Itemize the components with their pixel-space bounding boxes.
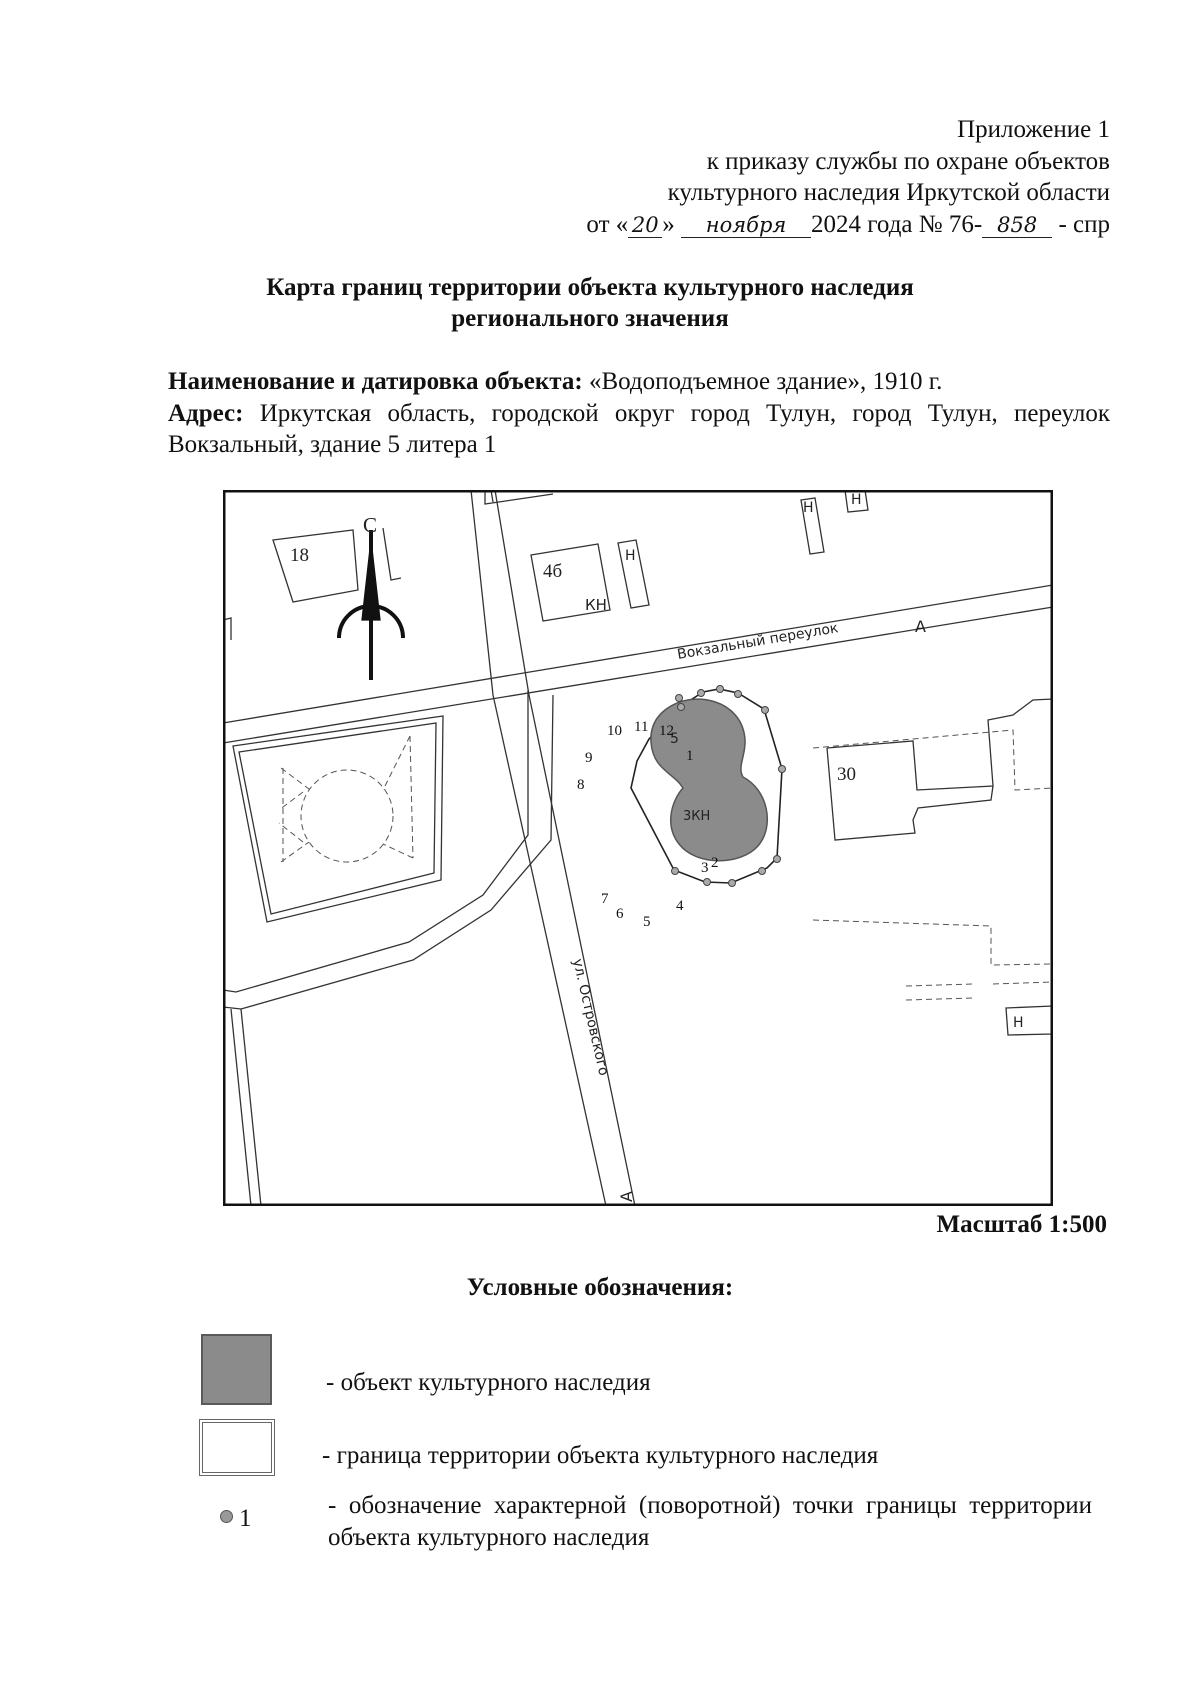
appendix-header <box>586 114 1110 240</box>
dashed-ground <box>906 982 1053 1000</box>
square-walkways <box>279 736 413 862</box>
building-30-main <box>827 748 993 840</box>
ostrovsky-name: ул. Островского <box>569 957 612 1078</box>
building-4b-label: 4б <box>543 561 563 582</box>
address-line <box>168 398 1110 461</box>
point-label-12: 12 <box>659 723 674 739</box>
legend-turning-point: - обозначение характерной (поворотной) точки границы территории объекта культурного наследия <box>328 1492 1092 1551</box>
point-symbol-number: 1 <box>239 1505 252 1532</box>
order-suffix: - спр <box>1058 210 1110 238</box>
point-label-8: 8 <box>577 777 585 793</box>
section-mark-1: А <box>915 617 926 636</box>
point-9 <box>759 868 766 875</box>
point-label-2: 2 <box>711 855 719 871</box>
point-label-7: 7 <box>601 891 609 907</box>
heritage-label-3kn: 3КН <box>683 809 711 824</box>
turning-point-symbol <box>220 1505 252 1533</box>
building-30-label: 30 <box>837 764 856 785</box>
lane-name: Вокзальный переулок <box>676 620 840 663</box>
object-name-label: Наименование и датировка объекта: <box>168 368 583 395</box>
point-label-3: 3 <box>701 860 709 876</box>
north-label: С <box>363 513 378 537</box>
point-label-9: 9 <box>585 750 593 766</box>
title-line1: Карта границ территории объекта культурного наследия <box>266 274 914 301</box>
section-mark-2: А <box>617 1191 636 1202</box>
heritage-object-swatch <box>201 1334 272 1405</box>
point-label-5: 5 <box>643 914 651 930</box>
building-h2-label: Н <box>803 500 814 516</box>
point-4 <box>735 691 742 698</box>
building-kn-label: КН <box>585 596 607 614</box>
appendix-line3: культурного наследия Иркутской области <box>667 179 1110 206</box>
square-roundabout <box>301 770 393 862</box>
point-label-6: 6 <box>616 906 624 922</box>
point-5 <box>676 695 683 702</box>
left-road <box>231 1009 261 1206</box>
point-label-1: 1 <box>686 748 694 764</box>
address-value: Иркутская область, городской округ город Тулун, город Тулун, переулок Вокзальный, здание 5 литера 1 <box>168 399 1110 458</box>
map-frame <box>224 491 1052 1205</box>
building-18 <box>273 530 358 602</box>
ostrovsky-street-road <box>471 490 635 1206</box>
day-handwritten: 20 <box>628 213 662 238</box>
date-prefix: от « <box>586 210 629 238</box>
boundary-swatch <box>199 1419 275 1476</box>
legend-boundary: - граница территории объекта культурного наследия <box>322 1442 879 1469</box>
map-scale: Масштаб 1:500 <box>936 1211 1107 1238</box>
point-label-4: 4 <box>676 898 684 914</box>
year-text: 2024 года № 76- <box>811 210 983 238</box>
order-date-line <box>586 209 1110 241</box>
point-label-11: 11 <box>634 719 649 735</box>
building-h4-label: Н <box>1013 1015 1024 1031</box>
point-8 <box>774 856 781 863</box>
building-18-label: 18 <box>290 545 309 566</box>
square-outline <box>233 716 443 922</box>
order-number-handwritten: 858 <box>982 213 1052 238</box>
building-h3-label: Н <box>851 492 862 508</box>
point-7 <box>779 766 786 773</box>
object-info <box>168 366 1110 461</box>
object-name-value: «Водоподъемное здание», 1910 г. <box>588 368 943 395</box>
appendix-number: Приложение 1 <box>957 116 1110 143</box>
building-h1-label: Н <box>625 548 636 564</box>
appendix-line2: к приказу службы по охране объектов <box>706 147 1110 175</box>
point-10 <box>729 880 736 887</box>
address-label: Адрес: <box>168 399 244 427</box>
point-dot-icon <box>220 1510 233 1523</box>
point-1 <box>678 704 685 711</box>
legend-heritage-object: - объект культурного наследия <box>326 1369 651 1396</box>
object-name-line <box>168 366 1110 398</box>
building-18-wall <box>383 528 401 580</box>
building-30 <box>827 699 1053 790</box>
boundary-map <box>223 490 1053 1206</box>
date-mid: » <box>662 210 675 238</box>
point-11 <box>704 879 711 886</box>
title-line2: регионального значения <box>451 305 729 332</box>
legend-title: Условные обозначения: <box>466 1274 734 1301</box>
point-6 <box>762 707 769 714</box>
heritage-label-5: 5 <box>670 731 679 747</box>
point-label-10: 10 <box>607 723 622 739</box>
point-2 <box>698 690 705 697</box>
point-12 <box>672 868 679 875</box>
document-title <box>230 272 950 334</box>
point-3 <box>717 686 724 693</box>
month-handwritten: ноября <box>681 213 811 238</box>
